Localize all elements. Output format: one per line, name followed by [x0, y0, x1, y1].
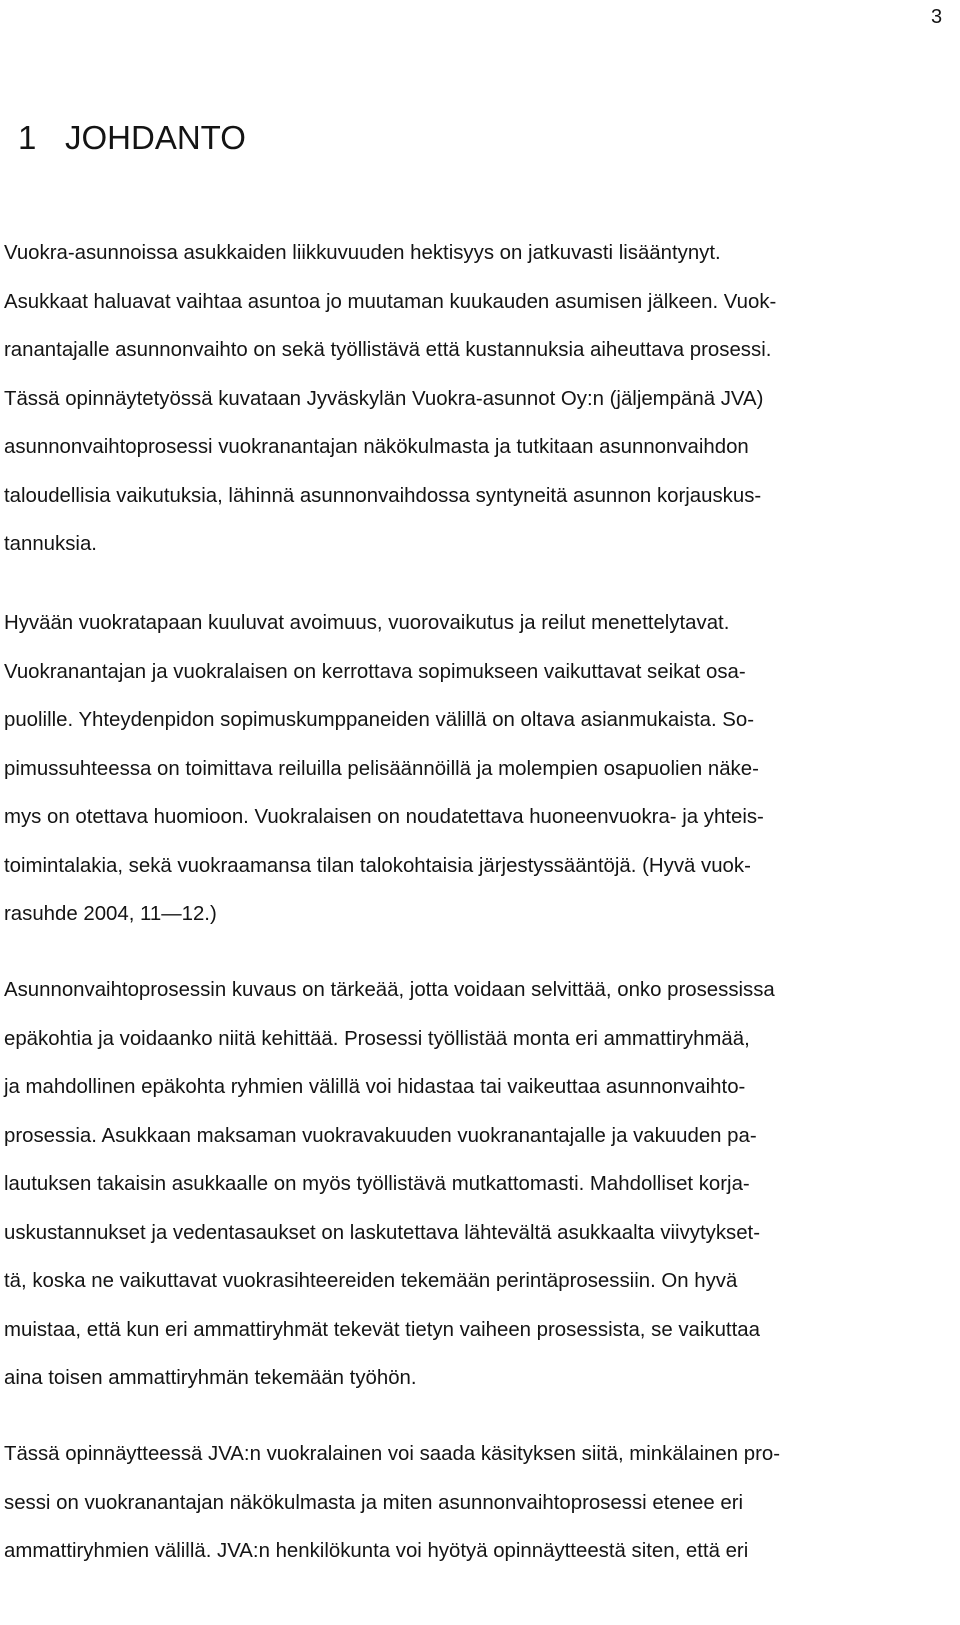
paragraph-line: Tässä opinnäytetyössä kuvataan Jyväskylän Vuokra-asunnot Oy:n (jäljempänä JVA)	[4, 387, 764, 410]
chapter-number: 1	[18, 119, 37, 156]
paragraph-line: Hyvään vuokratapaan kuuluvat avoimuus, vuorovaikutus ja reilut menettelytavat.	[4, 612, 730, 634]
page-number: 3	[931, 6, 943, 28]
paragraph-line: epäkohtia ja voidaanko niitä kehittää. Prosessi työllistää monta eri ammattiryhmää,	[4, 1027, 750, 1050]
chapter-heading	[18, 116, 246, 160]
paragraph-line: aina toisen ammattiryhmän tekemään työhön.	[4, 1367, 417, 1389]
paragraph-line: uskustannukset ja vedentasaukset on laskutettava lähtevältä asukkaalta viivytykset-	[4, 1221, 761, 1244]
paragraph-line: tä, koska ne vaikuttavat vuokrasihteereiden tekemään perintäprosessiin. On hyvä	[4, 1270, 738, 1292]
paragraph-line: Vuokra-asunnoissa asukkaiden liikkuvuuden hektisyys on jatkuvasti lisääntynyt.	[4, 242, 721, 264]
paragraph-line: mys on otettava huomioon. Vuokralaisen on noudatettava huoneenvuokra- ja yhteis-	[4, 806, 764, 828]
paragraph-line: Asukkaat haluavat vaihtaa asuntoa jo muutaman kuukauden asumisen jälkeen. Vuok-	[4, 290, 777, 313]
paragraph-line: Asunnonvaihtoprosessin kuvaus on tärkeää, jotta voidaan selvittää, onko prosessissa	[4, 979, 775, 1001]
paragraph-line: muistaa, että kun eri ammattiryhmät tekevät tietyn vaiheen prosessista, se vaikuttaa	[4, 1318, 760, 1341]
paragraph-line: taloudellisia vaikutuksia, lähinnä asunnonvaihdossa syntyneitä asunnon korjauskus-	[4, 484, 762, 507]
paragraph-line: sessi on vuokranantajan näkökulmasta ja miten asunnonvaihtoprosessi etenee eri	[4, 1491, 744, 1514]
paragraph-line: toimintalakia, sekä vuokraamansa tilan talokohtaisia järjestyssääntöjä. (Hyvä vuok-	[4, 854, 751, 877]
paragraph-line: asunnonvaihtoprosessi vuokranantajan näkökulmasta ja tutkitaan asunnonvaihdon	[4, 436, 749, 458]
paragraph-line: Vuokranantajan ja vuokralaisen on kerrottava sopimukseen vaikuttavat seikat osa-	[4, 660, 746, 683]
paragraph-1	[4, 229, 776, 569]
paragraph-line: Tässä opinnäytteessä JVA:n vuokralainen voi saada käsityksen siitä, minkälainen pro-	[4, 1443, 781, 1465]
paragraph-line: lautuksen takaisin asukkaalle on myös työllistävä mutkattomasti. Mahdolliset korja-	[4, 1173, 750, 1195]
paragraph-line: rasuhde 2004, 11—12.)	[4, 903, 217, 925]
chapter-title: JOHDANTO	[65, 119, 246, 156]
paragraph-line: ranantajalle asunnonvaihto on sekä työllistävä että kustannuksia aiheuttava prosessi.	[4, 339, 772, 361]
paragraph-line: tannuksia.	[4, 533, 97, 555]
paragraph-line: ammattiryhmien välillä. JVA:n henkilökunta voi hyötyä opinnäytteestä siten, että eri	[4, 1540, 749, 1562]
paragraph-4	[4, 1430, 780, 1576]
paragraph-line: pimussuhteessa on toimittava reiluilla pelisäännöillä ja molempien osapuolien näke-	[4, 757, 759, 780]
paragraph-3	[4, 966, 775, 1403]
paragraph-line: ja mahdollinen epäkohta ryhmien välillä voi hidastaa tai vaikeuttaa asunnonvaihto-	[4, 1076, 746, 1098]
paragraph-line: prosessia. Asukkaan maksaman vuokravakuuden vuokranantajalle ja vakuuden pa-	[4, 1124, 757, 1147]
paragraph-2	[4, 599, 764, 939]
paragraph-line: puolille. Yhteydenpidon sopimuskumppaneiden välillä on oltava asianmukaista. So-	[4, 709, 755, 731]
